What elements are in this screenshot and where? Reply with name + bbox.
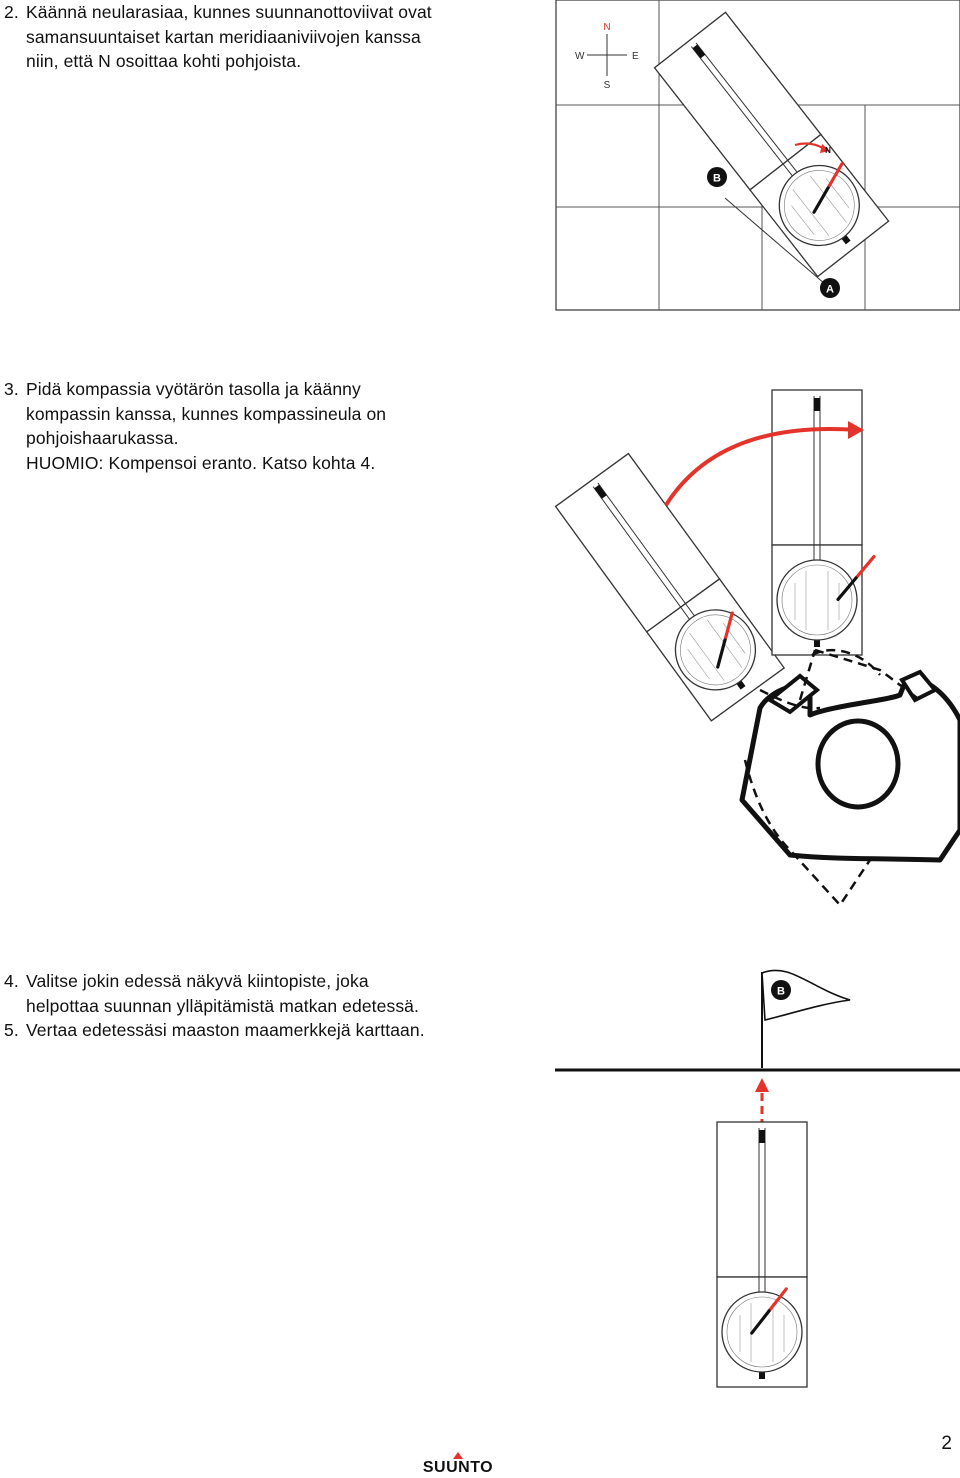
step-2-line-1: Käännä neularasiaa, kunnes suunnanottoviivat ovat xyxy=(26,2,432,22)
compass-rose xyxy=(575,22,639,91)
step-3-note: HUOMIO: Kompensoi eranto. Katso kohta 4. xyxy=(26,452,376,473)
page-number: 2 xyxy=(941,1433,952,1454)
flag-icon xyxy=(762,970,850,1068)
step-3-line-1: Pidä kompassia vyötärön tasolla ja käänny xyxy=(26,379,361,399)
step-3-line-3: pohjoishaarukassa. xyxy=(26,428,179,448)
step-number: 4. xyxy=(4,971,19,991)
bezel-n: N xyxy=(825,146,831,155)
flag-label: B xyxy=(777,985,785,998)
step-4-line-1: Valitse jokin edessä näkyvä kiintopiste, joka xyxy=(26,971,369,991)
step-2-line-2: samansuuntaiset kartan meridiaaniviivojen kanssa xyxy=(26,26,421,47)
person-topdown-icon xyxy=(742,650,960,905)
rose-s: S xyxy=(603,80,611,91)
step-4-line-2: helpottaa suunnan ylläpitämistä matkan edetessä. xyxy=(26,995,419,1016)
compass-before xyxy=(556,454,785,721)
step-number: 2. xyxy=(4,2,19,22)
step-number: 3. xyxy=(4,379,19,399)
rose-e: E xyxy=(632,51,639,62)
triangle-icon xyxy=(453,1452,463,1459)
step-2-line-3: niin, että N osoittaa kohti pohjoista. xyxy=(26,51,302,71)
svg-text:A: A xyxy=(826,283,834,296)
step-number: 5. xyxy=(4,1020,19,1040)
compass-forward xyxy=(717,1122,807,1387)
baseplate-compass xyxy=(655,12,889,276)
map-figure xyxy=(556,0,960,310)
rose-w: W xyxy=(575,51,585,62)
brand-logo xyxy=(416,1452,500,1476)
step-5-line-1: Vertaa edetessäsi maaston maamerkkejä karttaan. xyxy=(26,1020,425,1040)
rose-n: N xyxy=(603,22,611,33)
svg-text:B: B xyxy=(713,172,721,185)
turn-figure xyxy=(556,390,960,905)
step-3-line-2: kompassin kanssa, kunnes kompassineula on xyxy=(26,403,387,424)
target-figure xyxy=(555,970,960,1387)
brand-name: SUUNTO xyxy=(422,1459,494,1476)
